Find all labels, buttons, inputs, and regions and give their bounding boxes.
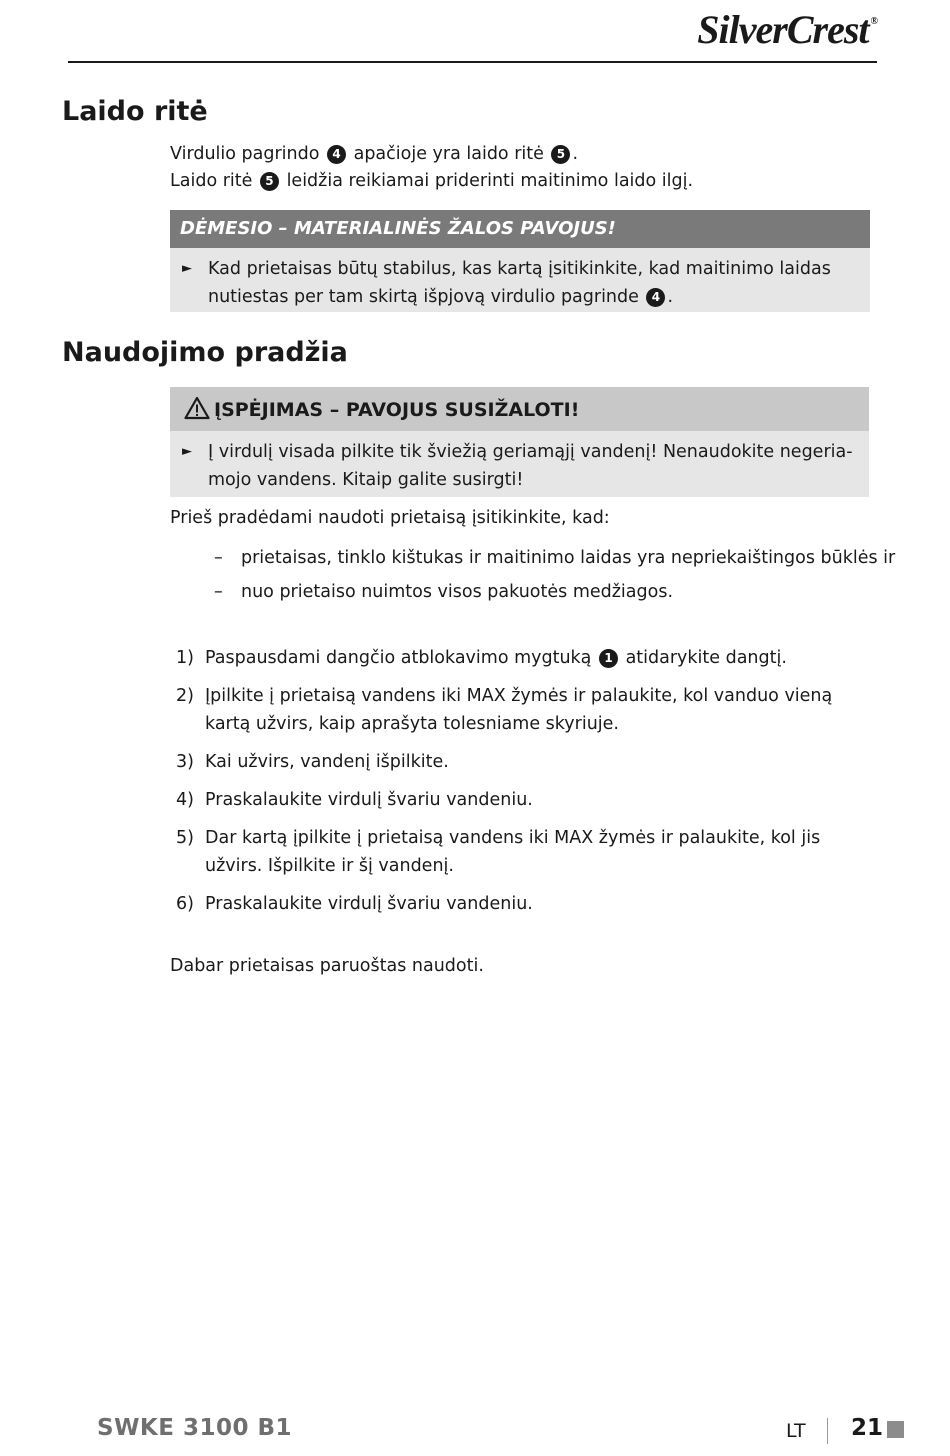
checklist-intro: Prieš pradėdami naudoti prietaisą įsitikinkite, kad:: [170, 508, 610, 528]
footer-page-number: 21: [851, 1415, 884, 1441]
ref-number-badge: 5: [551, 145, 570, 164]
step-number: 6): [176, 894, 194, 914]
text: Praskalaukite virdulį švariu vandeniu.: [205, 894, 533, 914]
text: Dar kartą įpilkite į prietaisą vandens iki MAX žymės ir palaukite, kol jis: [205, 828, 821, 848]
ref-number-badge: 4: [646, 288, 665, 307]
text: Virdulio pagrindo: [170, 144, 320, 164]
text: Kai užvirs, vandenį išpilkite.: [205, 752, 449, 772]
step-item: [176, 824, 820, 880]
ref-number-badge: 1: [599, 649, 618, 668]
warning-notice-heading: [170, 387, 869, 431]
warning-notice-body: [170, 431, 869, 497]
footer-separator: [827, 1418, 828, 1444]
warning-text-line1: Į virdulį visada pilkite tik šviežią geriamąjį vandenį! Nenaudokite negeria-: [208, 442, 853, 462]
closing-sentence: Dabar prietaisas paruoštas naudoti.: [170, 956, 484, 976]
footer-model-number: SWKE 3100 B1: [97, 1415, 293, 1441]
cord-reel-paragraph-line2: [170, 168, 693, 195]
footer-square-marker: [887, 1421, 904, 1438]
text: nuo prietaiso nuimtos visos pakuotės medžiagos.: [241, 582, 674, 602]
warning-text-line2: mojo vandens. Kitaip galite susirgti!: [208, 470, 524, 490]
step-number: 3): [176, 752, 194, 772]
warning-triangle-icon: [184, 396, 210, 420]
ref-number-badge: 5: [260, 172, 279, 191]
text: apačioje yra laido ritė: [353, 144, 544, 164]
text: Įpilkite į prietaisą vandens iki MAX žymės ir palaukite, kol vanduo vieną: [205, 686, 833, 706]
brand-logo: [697, 6, 877, 53]
step-item: [176, 786, 533, 814]
checklist-item: [214, 548, 895, 568]
text: kartą užvirs, kaip aprašyta tolesniame skyriuje.: [205, 714, 619, 734]
dash-bullet: –: [214, 582, 223, 602]
text: .: [667, 287, 674, 307]
bullet-triangle-icon: ►: [182, 444, 192, 459]
caution-notice-body: [170, 248, 870, 312]
text: leidžia reikiamai priderinti maitinimo laido ilgį.: [286, 171, 694, 191]
text: Praskalaukite virdulį švariu vandeniu.: [205, 790, 533, 810]
text: Laido ritė: [170, 171, 253, 191]
registered-mark: ®: [870, 16, 877, 27]
step-item: [176, 682, 832, 738]
checklist-item: [214, 582, 673, 602]
text: nutiestas per tam skirtą išpjovą virdulio pagrinde: [208, 287, 639, 307]
header-rule: [68, 61, 877, 63]
ref-number-badge: 4: [327, 145, 346, 164]
text: atidarykite dangtį.: [625, 648, 787, 668]
text: Paspausdami dangčio atblokavimo mygtuką: [205, 648, 592, 668]
step-number: 5): [176, 828, 194, 848]
step-item: [176, 890, 533, 918]
step-number: 1): [176, 648, 194, 668]
text: .: [572, 144, 579, 164]
text: prietaisas, tinklo kištukas ir maitinimo laidas yra nepriekaištingos būklės ir: [241, 548, 896, 568]
caution-text-line1: Kad prietaisas būtų stabilus, kas kartą įsitikinkite, kad maitinimo laidas: [208, 259, 831, 279]
step-number: 4): [176, 790, 194, 810]
text: užvirs. Išpilkite ir šį vandenį.: [205, 856, 454, 876]
caution-text-line2: [208, 283, 858, 311]
step-number: 2): [176, 686, 194, 706]
cord-reel-paragraph-line1: [170, 141, 578, 168]
section-title-cord-reel: Laido ritė: [62, 96, 208, 127]
section-title-getting-started: Naudojimo pradžia: [62, 337, 348, 368]
footer-language: LT: [786, 1420, 806, 1442]
caution-notice-heading: DĖMESIO – MATERIALINĖS ŽALOS PAVOJUS!: [170, 210, 870, 248]
brand-name: SilverCrest: [697, 7, 869, 52]
bullet-triangle-icon: ►: [182, 261, 192, 276]
dash-bullet: –: [214, 548, 223, 568]
warning-heading-text: ĮSPĖJIMAS – PAVOJUS SUSIŽALOTI!: [214, 399, 580, 421]
step-item: [176, 644, 787, 672]
step-item: [176, 748, 449, 776]
